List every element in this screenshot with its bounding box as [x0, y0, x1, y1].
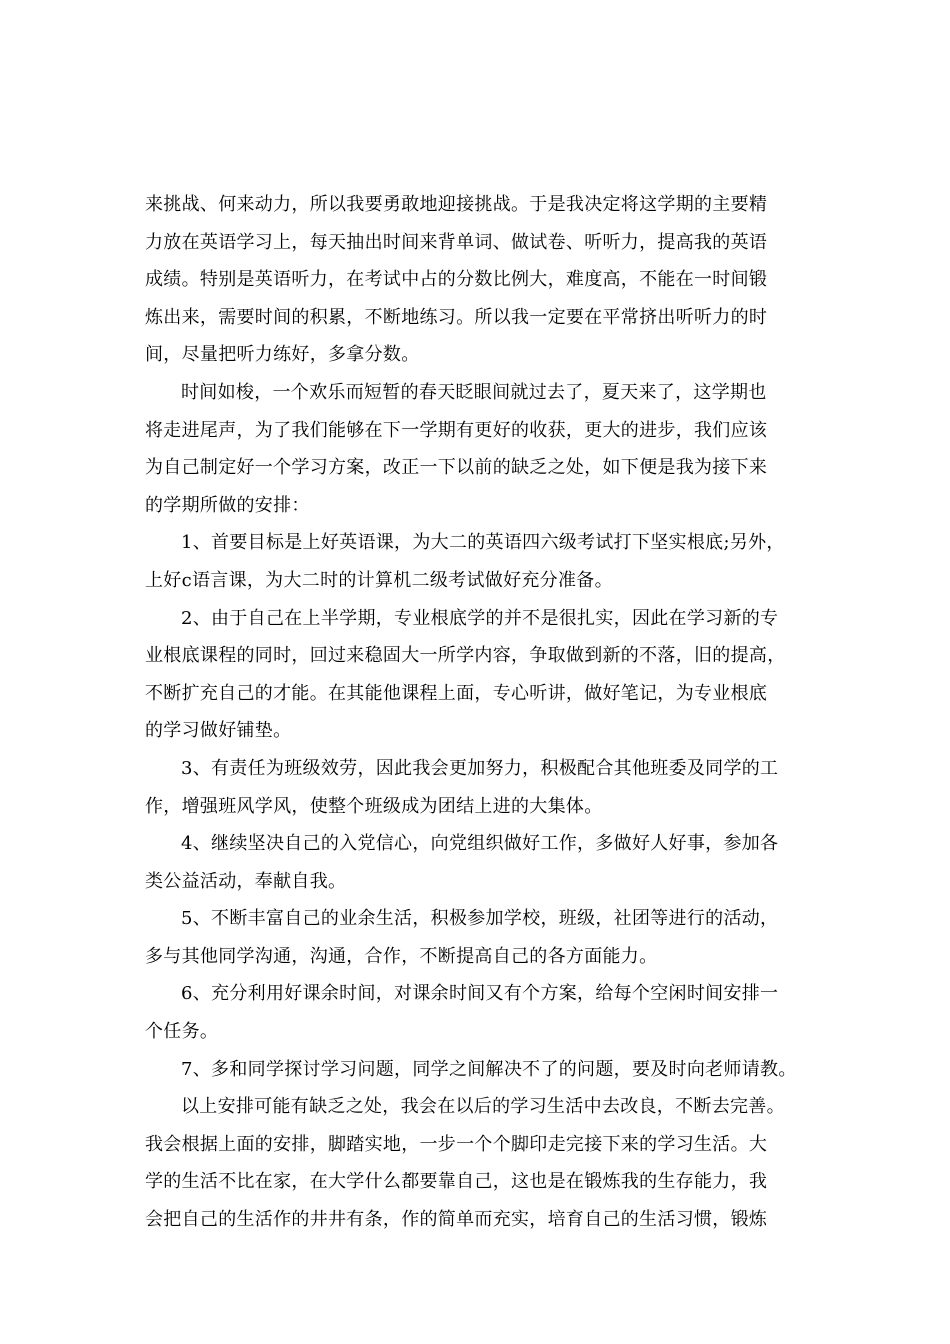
list-item-7-line: 7、多和同学探讨学习问题，同学之间解决不了的问题，要及时向老师请教。: [181, 1058, 797, 1080]
text-line: 个任务。: [145, 1021, 219, 1043]
text-line: 炼出来，需要时间的积累，不断地练习。所以我一定要在平常挤出听听力的时: [145, 306, 768, 328]
text-line: 会把自己的生活作的井井有条，作的简单而充实，培育自己的生活习惯，锻炼: [145, 1209, 768, 1231]
text-line: 来挑战、何来动力，所以我要勇敢地迎接挑战。于是我决定将这学期的主要精: [145, 194, 768, 215]
text-line: 上好c语言课，为大二时的计算机二级考试做好充分准备。: [145, 569, 613, 591]
list-item-5-line: 5、不断丰富自己的业余生活，积极参加学校，班级，社团等进行的活动，: [181, 908, 779, 930]
list-item-4-line: 4、继续坚决自己的入党信心，向党组织做好工作，多做好人好事，参加各: [181, 833, 779, 855]
text-line: 多与其他同学沟通，沟通，合作，不断提高自己的各方面能力。: [145, 945, 658, 967]
text-line: 作，增强班风学风，使整个班级成为团结上进的大集体。: [145, 795, 603, 817]
text-line: 学的生活不比在家，在大学什么都要靠自己，这也是在锻炼我的生存能力，我: [145, 1171, 768, 1193]
list-item-6-line: 6、充分利用好课余时间，对课余时间又有个方案，给每个空闲时间安排一: [181, 983, 779, 1005]
text-line: 间，尽量把听力练好，多拿分数。: [145, 344, 420, 366]
text-line: 不断扩充自己的才能。在其能他课程上面，专心听讲，做好笔记，为专业根底: [145, 682, 768, 704]
text-line: 成绩。特别是英语听力，在考试中占的分数比例大，难度高，不能在一时间锻: [145, 269, 768, 291]
text-line: 我会根据上面的安排，脚踏实地，一步一个个脚印走完接下来的学习生活。大: [145, 1133, 768, 1155]
paragraph-start-line: 以上安排可能有缺乏之处，我会在以后的学习生活中去改良，不断去完善。: [181, 1096, 785, 1118]
text-line: 的学习做好铺垫。: [145, 720, 292, 742]
text-line: 力放在英语学习上，每天抽出时间来背单词、做试卷、听听力，提高我的英语: [145, 231, 768, 253]
paragraph-start-line: 时间如梭，一个欢乐而短暂的春天眨眼间就过去了，夏天来了，这学期也: [181, 381, 767, 403]
text-line: 为自己制定好一个学习方案，改正一下以前的缺乏之处，如下便是我为接下来: [145, 457, 768, 479]
text-line: 将走进尾声，为了我们能够在下一学期有更好的收获，更大的进步，我们应该: [145, 419, 768, 441]
body-text: [145, 186, 835, 1239]
list-item-3-line: 3、有责任为班级效劳，因此我会更加努力，积极配合其他班委及同学的工: [181, 757, 779, 779]
list-item-1-line: 1、首要目标是上好英语课，为大二的英语四六级考试打下坚实根底;另外，: [181, 532, 785, 554]
text-line: 的学期所做的安排：: [145, 494, 310, 516]
list-item-2-line: 2、由于自己在上半学期，专业根底学的并不是很扎实，因此在学习新的专: [181, 607, 779, 629]
text-line: 业根底课程的同时，回过来稳固大一所学内容，争取做到新的不落，旧的提高，: [145, 645, 786, 667]
text-line: 类公益活动，奉献自我。: [145, 870, 347, 892]
